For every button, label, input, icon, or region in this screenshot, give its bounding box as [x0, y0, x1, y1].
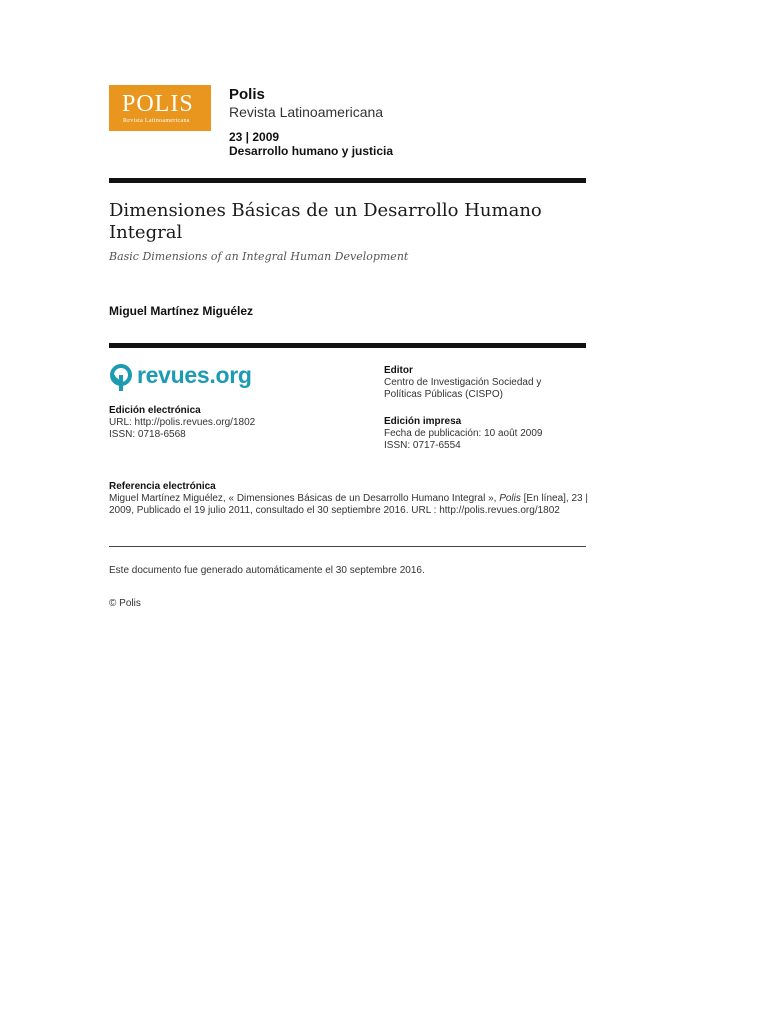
electronic-reference-text [109, 493, 589, 517]
revues-org-icon [109, 364, 133, 392]
print-edition-date: Fecha de publicación: 10 août 2009 [384, 428, 543, 439]
reference-part-1: Miguel Martínez Miguélez, « Dimensiones Básicas de un Desarrollo Humano Integral », [109, 493, 500, 504]
print-edition-heading: Edición impresa [384, 416, 462, 427]
editor-line-1: Centro de Investigación Sociedad y [384, 377, 542, 388]
copyright-notice: © Polis [109, 598, 141, 609]
editor-heading: Editor [384, 365, 413, 376]
article-divider [109, 343, 586, 348]
electronic-edition-url[interactable]: URL: http://polis.revues.org/1802 [109, 417, 256, 428]
electronic-reference-heading: Referencia electrónica [109, 481, 216, 492]
print-edition-block [384, 416, 542, 452]
revues-org-wordmark: revues.org [137, 362, 252, 388]
electronic-edition-issn: ISSN: 0718-6568 [109, 429, 186, 440]
author-name: Miguel Martínez Miguélez [109, 304, 254, 318]
header-divider [109, 178, 586, 183]
editor-line-2: Políticas Públicas (CISPO) [384, 389, 503, 400]
print-edition-issn: ISSN: 0717-6554 [384, 440, 461, 451]
electronic-edition-block [109, 405, 255, 441]
logo-subtitle: Revista Latinoamericana [123, 118, 190, 124]
logo-word: POLIS [122, 91, 194, 117]
polis-logo [109, 85, 211, 131]
article-subtitle: Basic Dimensions of an Integral Human Development [109, 250, 409, 263]
generation-note: Este documento fue generado automáticamente el 30 septembre 2016. [109, 565, 425, 576]
electronic-reference-block [109, 481, 589, 517]
reference-part-2[interactable]: [En línea], 23 | 2009, Publicado el 19 julio 2011, consultado el 30 septiembre 2016. URL : http://polis.revues.org/1802 [109, 493, 588, 516]
reference-journal: Polis [499, 493, 521, 504]
editor-block [384, 365, 541, 401]
footer-divider [109, 546, 586, 547]
journal-title: Polis [229, 86, 265, 103]
journal-subtitle: Revista Latinoamericana [229, 104, 384, 120]
issue-number: 23 | 2009 [229, 130, 280, 144]
issue-theme: Desarrollo humano y justicia [229, 144, 394, 158]
electronic-edition-heading: Edición electrónica [109, 405, 201, 416]
article-title: Dimensiones Básicas de un Desarrollo Humano Integral [109, 200, 542, 243]
